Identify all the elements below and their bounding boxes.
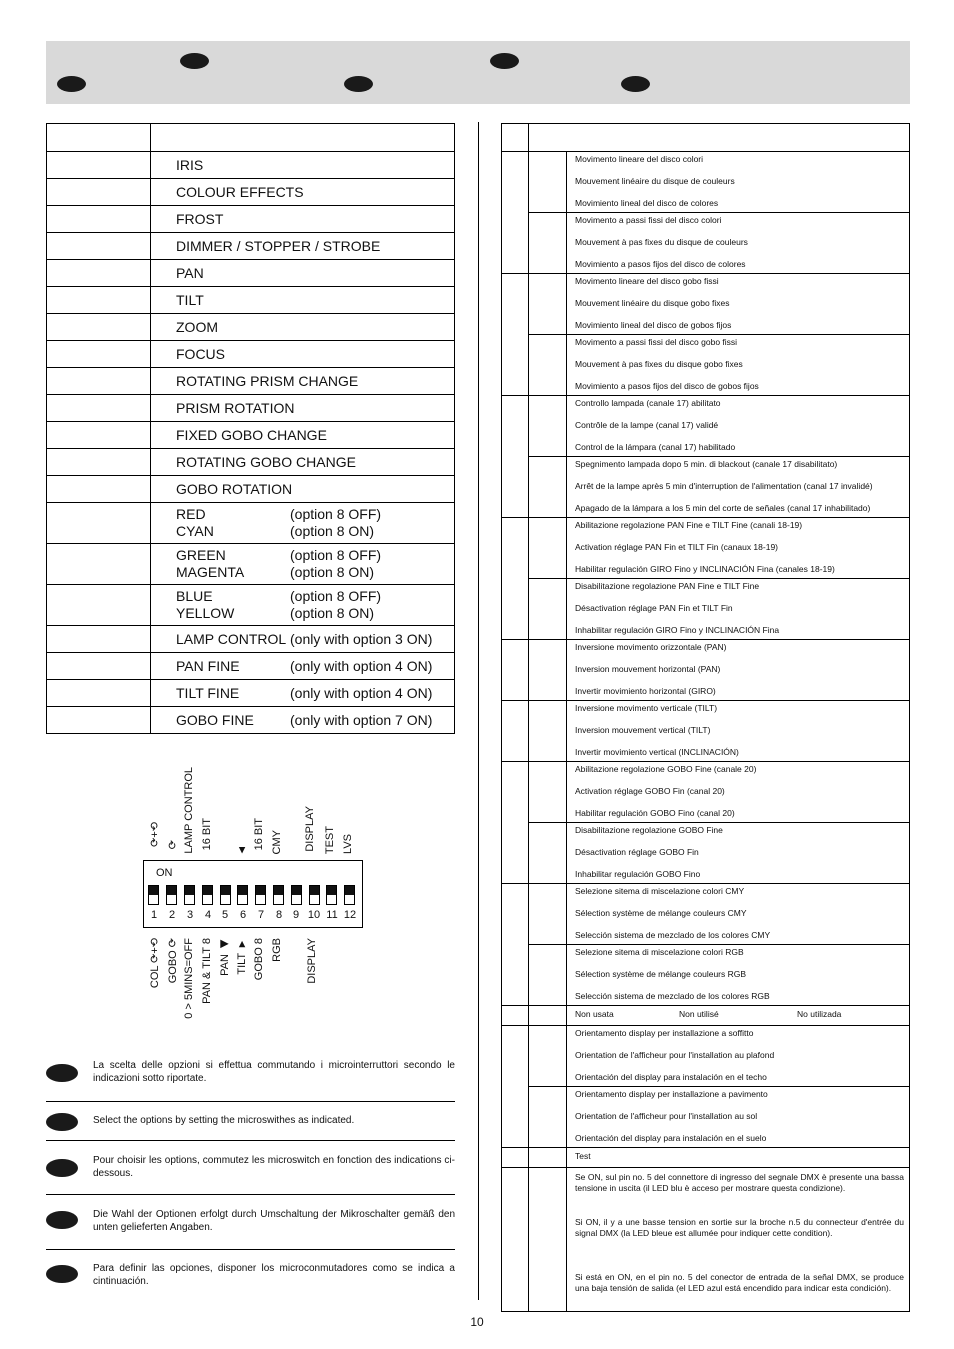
divider: [46, 1194, 455, 1195]
table-row: PRISM ROTATION: [47, 395, 455, 422]
dip-options-table: [501, 123, 910, 1312]
table-row: Movimento a passi fissi del disco gobo fissi Mouvement à pas fixes du disque gobo fixes Movimiento a pasos fijos del disco de gobos fijos: [502, 335, 910, 396]
table-row: GOBO FINE (only with option 7 ON): [47, 707, 455, 734]
language-flag-icon: [46, 1265, 78, 1283]
divider: [46, 1249, 455, 1250]
table-row: GOBO ROTATION: [47, 476, 455, 503]
divider: [46, 1140, 455, 1141]
table-row: [47, 124, 455, 152]
dip-number: 10: [307, 909, 321, 921]
dip-switch-3[interactable]: [184, 885, 195, 905]
dip-switch-1[interactable]: [148, 885, 159, 905]
table-row: Se ON, sul pin no. 5 del connettore di ingresso del segnale DMX è presente una bassa tensione in uscita (il LED blu è acceso per mostrare questa condizione). Si ON, il y a une basse tension en sortie sur la broche n.5 du connecteur d'entrée du signal DMX (la LED bleue est allumée pour indiquer cette condition). Si está en ON, en el pin no. 5 del conector de entrada de la señal DMX, se produce una baja tensión de salida (el LED azul está encendido para indicar esta condición).: [502, 1168, 910, 1312]
table-row: ROTATING PRISM CHANGE: [47, 368, 455, 395]
dip-label-cmy: CMY: [271, 830, 283, 855]
table-row: BLUE (option 8 OFF) YELLOW (option 8 ON): [47, 585, 455, 626]
table-row: Controllo lampada (canale 17) abilitato Contrôle de la lampe (canal 17) validé Control de la lámpara (canal 17) habilitado: [502, 396, 910, 457]
table-row: RED (option 8 OFF) CYAN (option 8 ON): [47, 503, 455, 544]
dip-switch-5[interactable]: [220, 885, 231, 905]
dip-number: 6: [239, 909, 247, 921]
table-row: FOCUS: [47, 341, 455, 368]
table-row: Disabilitazione regolazione GOBO Fine Désactivation réglage GOBO Fin Inhabilitar regulación GOBO Fino: [502, 823, 910, 884]
dip-number: 9: [292, 909, 300, 921]
table-row: ROTATING GOBO CHANGE: [47, 449, 455, 476]
table-row: Inversione movimento orizzontale (PAN) Inversion mouvement horizontal (PAN) Invertir movimiento horizontal (GIRO): [502, 640, 910, 701]
dip-label-pan-invert: PAN ◀: [219, 938, 231, 976]
dmx-channel-table: [46, 123, 455, 734]
dip-switch-8[interactable]: [273, 885, 284, 905]
language-flag-icon: [46, 1159, 78, 1177]
divider: [46, 1101, 455, 1102]
dip-switch-10[interactable]: [309, 885, 320, 905]
language-flag-icon: [46, 1064, 78, 1082]
dip-number: 7: [257, 909, 265, 921]
table-row: Movimento lineare del disco gobo fissi Mouvement linéaire du disque gobo fixes Movimiento lineal del disco de gobos fijos: [502, 274, 910, 335]
dip-label-display-2: DISPLAY: [306, 938, 318, 984]
dip-label-lvs: LVS: [342, 834, 354, 854]
table-row: Orientamento display per installazione a soffitto Orientation de l'afficheur pour l'installation au plafond Orientación del display para instalación en el techo: [502, 1026, 910, 1087]
table-row: Abilitazione regolazione GOBO Fine (canale 20) Activation réglage GOBO Fin (canal 20) Habilitar regulación GOBO Fino (canal 20): [502, 762, 910, 823]
language-flag-icon: [621, 76, 650, 92]
table-row: IRIS: [47, 152, 455, 179]
dip-label-rotate-single: ⟳: [167, 840, 179, 850]
table-row: COLOUR EFFECTS: [47, 179, 455, 206]
table-row: Selezione sitema di miscelazione colori RGB Sélection système de mélange couleurs RGB Selección sistema de mezclado de los colores RGB: [502, 945, 910, 1006]
table-row: ZOOM: [47, 314, 455, 341]
table-row: DIMMER / STOPPER / STROBE: [47, 233, 455, 260]
dip-number: 5: [221, 909, 229, 921]
dip-label-test: TEST: [324, 826, 336, 855]
dip-label-tilt-invert: TILT ▼: [236, 938, 248, 975]
dip-label-display: DISPLAY: [304, 806, 316, 852]
dip-number: 2: [168, 909, 176, 921]
table-row: LAMP CONTROL (only with option 3 ON): [47, 626, 455, 653]
table-row: Orientamento display per installazione a pavimento Orientation de l'afficheur pour l'installation au sol Orientación del display para instalación en el suelo: [502, 1087, 910, 1148]
dip-number: 1: [150, 909, 158, 921]
table-row: PAN FINE (only with option 4 ON): [47, 653, 455, 680]
table-row: Non usata Non utilisé No utilizada: [502, 1006, 910, 1026]
table-row: Movimento lineare del disco colori Mouvement linéaire du disque de couleurs Movimiento lineal del disco de colores: [502, 152, 910, 213]
language-flag-icon: [490, 53, 519, 69]
table-row: Test: [502, 1148, 910, 1168]
dip-switch-11[interactable]: [326, 885, 337, 905]
language-flag-icon: [344, 76, 373, 92]
table-row: Disabilitazione regolazione PAN Fine e TILT Fine Désactivation réglage PAN Fin et TILT Fin Inhabilitar regulación GIRO Fino y INCLINACIÓN Fina: [502, 579, 910, 640]
table-row: GREEN (option 8 OFF) MAGENTA (option 8 ON): [47, 544, 455, 585]
dip-number: 3: [186, 909, 194, 921]
dip-label-pan-tilt-8: PAN & TILT 8: [201, 938, 213, 1004]
table-row: Selezione sitema di miscelazione colori CMY Sélection système de mélange couleurs CMY Selección sistema de mezclado de los colores CMY: [502, 884, 910, 945]
dip-label-gobo-8: GOBO 8: [253, 938, 265, 981]
dip-switch-4[interactable]: [202, 885, 213, 905]
column-divider: [478, 122, 479, 1300]
dip-label-rotate: ⟳+⟲: [149, 822, 161, 847]
dip-label-gobo-rotate: GOBO ⟳: [167, 938, 179, 984]
table-row: [502, 124, 910, 152]
dip-label-col-rotate: COL ⟳+⟲: [149, 938, 161, 989]
dip-switch-6[interactable]: [237, 885, 248, 905]
dip-switch-12[interactable]: [344, 885, 355, 905]
dip-switch-block: [143, 860, 363, 928]
table-row: PAN: [47, 260, 455, 287]
table-row: TILT: [47, 287, 455, 314]
dip-label-arrow-up: ▲: [236, 844, 248, 856]
dip-label-5mins-off: 0 > 5MINS=OFF: [183, 938, 195, 1019]
dip-number: 8: [275, 909, 283, 921]
dip-label-16bit-2: 16 BIT: [253, 818, 265, 851]
dip-number: 11: [326, 909, 338, 921]
table-row: Movimento a passi fissi del disco colori Mouvement à pas fixes du disque de couleurs Movimiento a pasos fijos del disco de colores: [502, 213, 910, 274]
header-band: [46, 41, 910, 104]
language-flag-icon: [57, 76, 86, 92]
dip-label-lamp-control: LAMP CONTROL: [183, 767, 195, 854]
page-number: 10: [470, 1315, 484, 1329]
dip-on-label: ON: [156, 867, 173, 879]
dip-number: 4: [204, 909, 212, 921]
table-row: FIXED GOBO CHANGE: [47, 422, 455, 449]
table-row: Spegnimento lampada dopo 5 min. di blackout (canale 17 disabilitato) Arrêt de la lampe après 5 min d'interruption de l'alimentation (canal 17 invalidé) Apagado de la lámpara a los 5 min del corte de señales (canal 17 inhabilitado): [502, 457, 910, 518]
dip-switch-9[interactable]: [291, 885, 302, 905]
dip-number: 12: [343, 909, 357, 921]
dip-switch-2[interactable]: [166, 885, 177, 905]
language-flag-icon: [180, 53, 209, 69]
language-flag-icon: [46, 1211, 78, 1229]
dip-label-rgb: RGB: [271, 938, 283, 962]
table-row: FROST: [47, 206, 455, 233]
table-row: Inversione movimento verticale (TILT) Inversion mouvement vertical (TILT) Invertir movimiento vertical (INCLINACIÓN): [502, 701, 910, 762]
table-row: Abilitazione regolazione PAN Fine e TILT Fine (canali 18-19) Activation réglage PAN Fin et TILT Fin (canaux 18-19) Habilitar regulación GIRO Fino y INCLINACIÓN Fina (canales 18-19): [502, 518, 910, 579]
dip-label-16bit: 16 BIT: [201, 818, 213, 851]
table-row: TILT FINE (only with option 4 ON): [47, 680, 455, 707]
language-flag-icon: [46, 1113, 78, 1131]
dip-switch-7[interactable]: [255, 885, 266, 905]
